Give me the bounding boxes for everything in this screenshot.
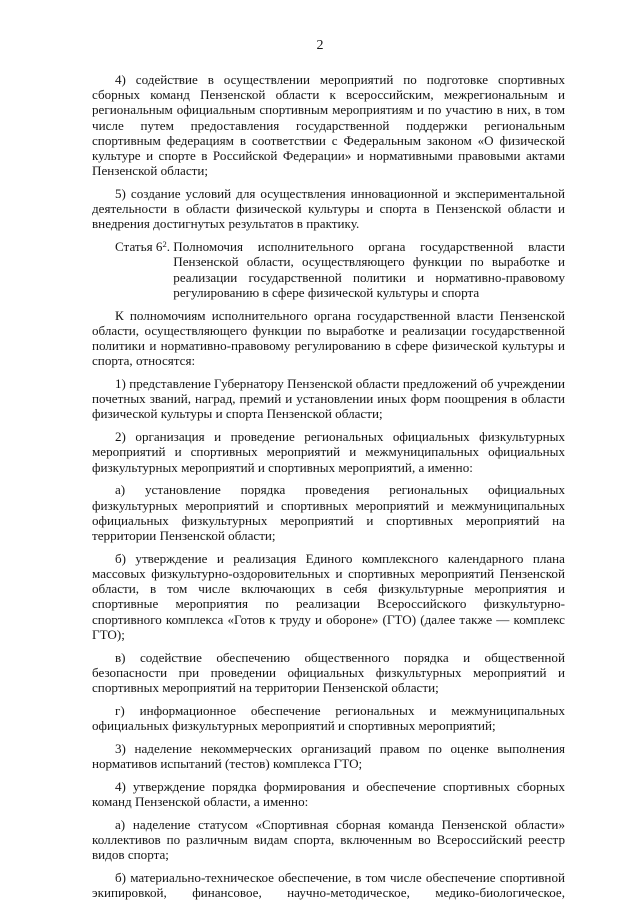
paragraph-5: 5) создание условий для осуществления инновационной и экспериментальной деятельности в области физической культуры и спорта в Пензенской области и внедрения достигнутых результатов в практику. [92,186,565,232]
article-title: Полномочия исполнительного органа государственной власти Пензенской области, осуществляющего функции по выработке и реализации государственной политики и нормативно-правовому регулированию в сфере физической культуры и спорта [173,239,565,300]
paragraph-item-2a: а) установление порядка проведения региональных официальных физкультурных мероприятий и спортивных мероприятий и межмуниципальных официальных физкультурных мероприятий и спортивных мероприятий на территории Пензенской области; [92,482,565,544]
paragraph-item-4a: а) наделение статусом «Спортивная сборная команда Пензенской области» коллективов по различным видам спорта, включенным во Всероссийский реестр видов спорта; [92,816,565,863]
paragraph-item-4: 4) утверждение порядка формирования и обеспечение спортивных сборных команд Пензенской области, а именно: [92,778,565,810]
article-number [92,239,173,300]
paragraph-intro: К полномочиям исполнительного органа государственной власти Пензенской области, осуществляющего функции по выработке и реализации государственной политики и нормативно-правовому регулированию в сфере физической культуры и спорта, относятся: [92,307,565,369]
article-superscript: 2 [162,239,167,250]
paragraph-item-1: 1) представление Губернатору Пензенской области предложений об учреждении почетных званий, наград, премий и установлении иных форм поощрения в области физической культуры и спорта Пензенской области; [92,376,565,422]
paragraph-item-3: 3) наделение некоммерческих организаций правом по оценке выполнения нормативов испытаний (тестов) комплекса ГТО; [92,740,565,772]
page-number: 2 [316,38,324,53]
document-body [92,72,565,908]
paragraph-item-2: 2) организация и проведение региональных официальных физкультурных мероприятий и спортивных мероприятий и межмуниципальных официальных физкультурных мероприятий и спортивных мероприятий, а именно: [92,429,565,475]
article-label: Статья 6 [115,239,163,255]
paragraph-item-2b: б) утверждение и реализация Единого комплексного календарного плана массовых физкультурно-оздоровительных и спортивных мероприятий Пензенской области, в том числе включающих в себя физкультурные мероприятия и спортивные мероприятия по реализации Всероссийского физкультурно-спортивного комплекса «Готов к труду и обороне» (ГТО) (далее также — комплекс ГТО); [92,550,565,642]
paragraph-item-2v: в) содействие обеспечению общественного порядка и общественной безопасности при проведении официальных физкультурных мероприятий и спортивных мероприятий на территории Пензенской области; [92,649,565,696]
paragraph-item-2g: г) информационное обеспечение региональных и межмуниципальных официальных физкультурных мероприятий и спортивных мероприятий; [92,702,565,734]
paragraph-4: 4) содействие в осуществлении мероприятий по подготовке спортивных сборных команд Пензенской области к всероссийским, межрегиональным и региональным официальным спортивным мероприятиям и по участию в них, в том числе путем предоставления государственной поддержки региональным спортивным федерациям в соответствии с Федеральным законом «О физической культуре и спорте в Российской Федерации» и нормативными правовыми актами Пензенской области; [92,72,565,179]
article-heading [92,239,565,300]
article-suffix: . [166,239,170,255]
paragraph-item-4b: б) материально-техническое обеспечение, в том числе обеспечение спортивной экипировкой, финансовое, научно-методическое, медико-биологическое, [92,870,565,901]
